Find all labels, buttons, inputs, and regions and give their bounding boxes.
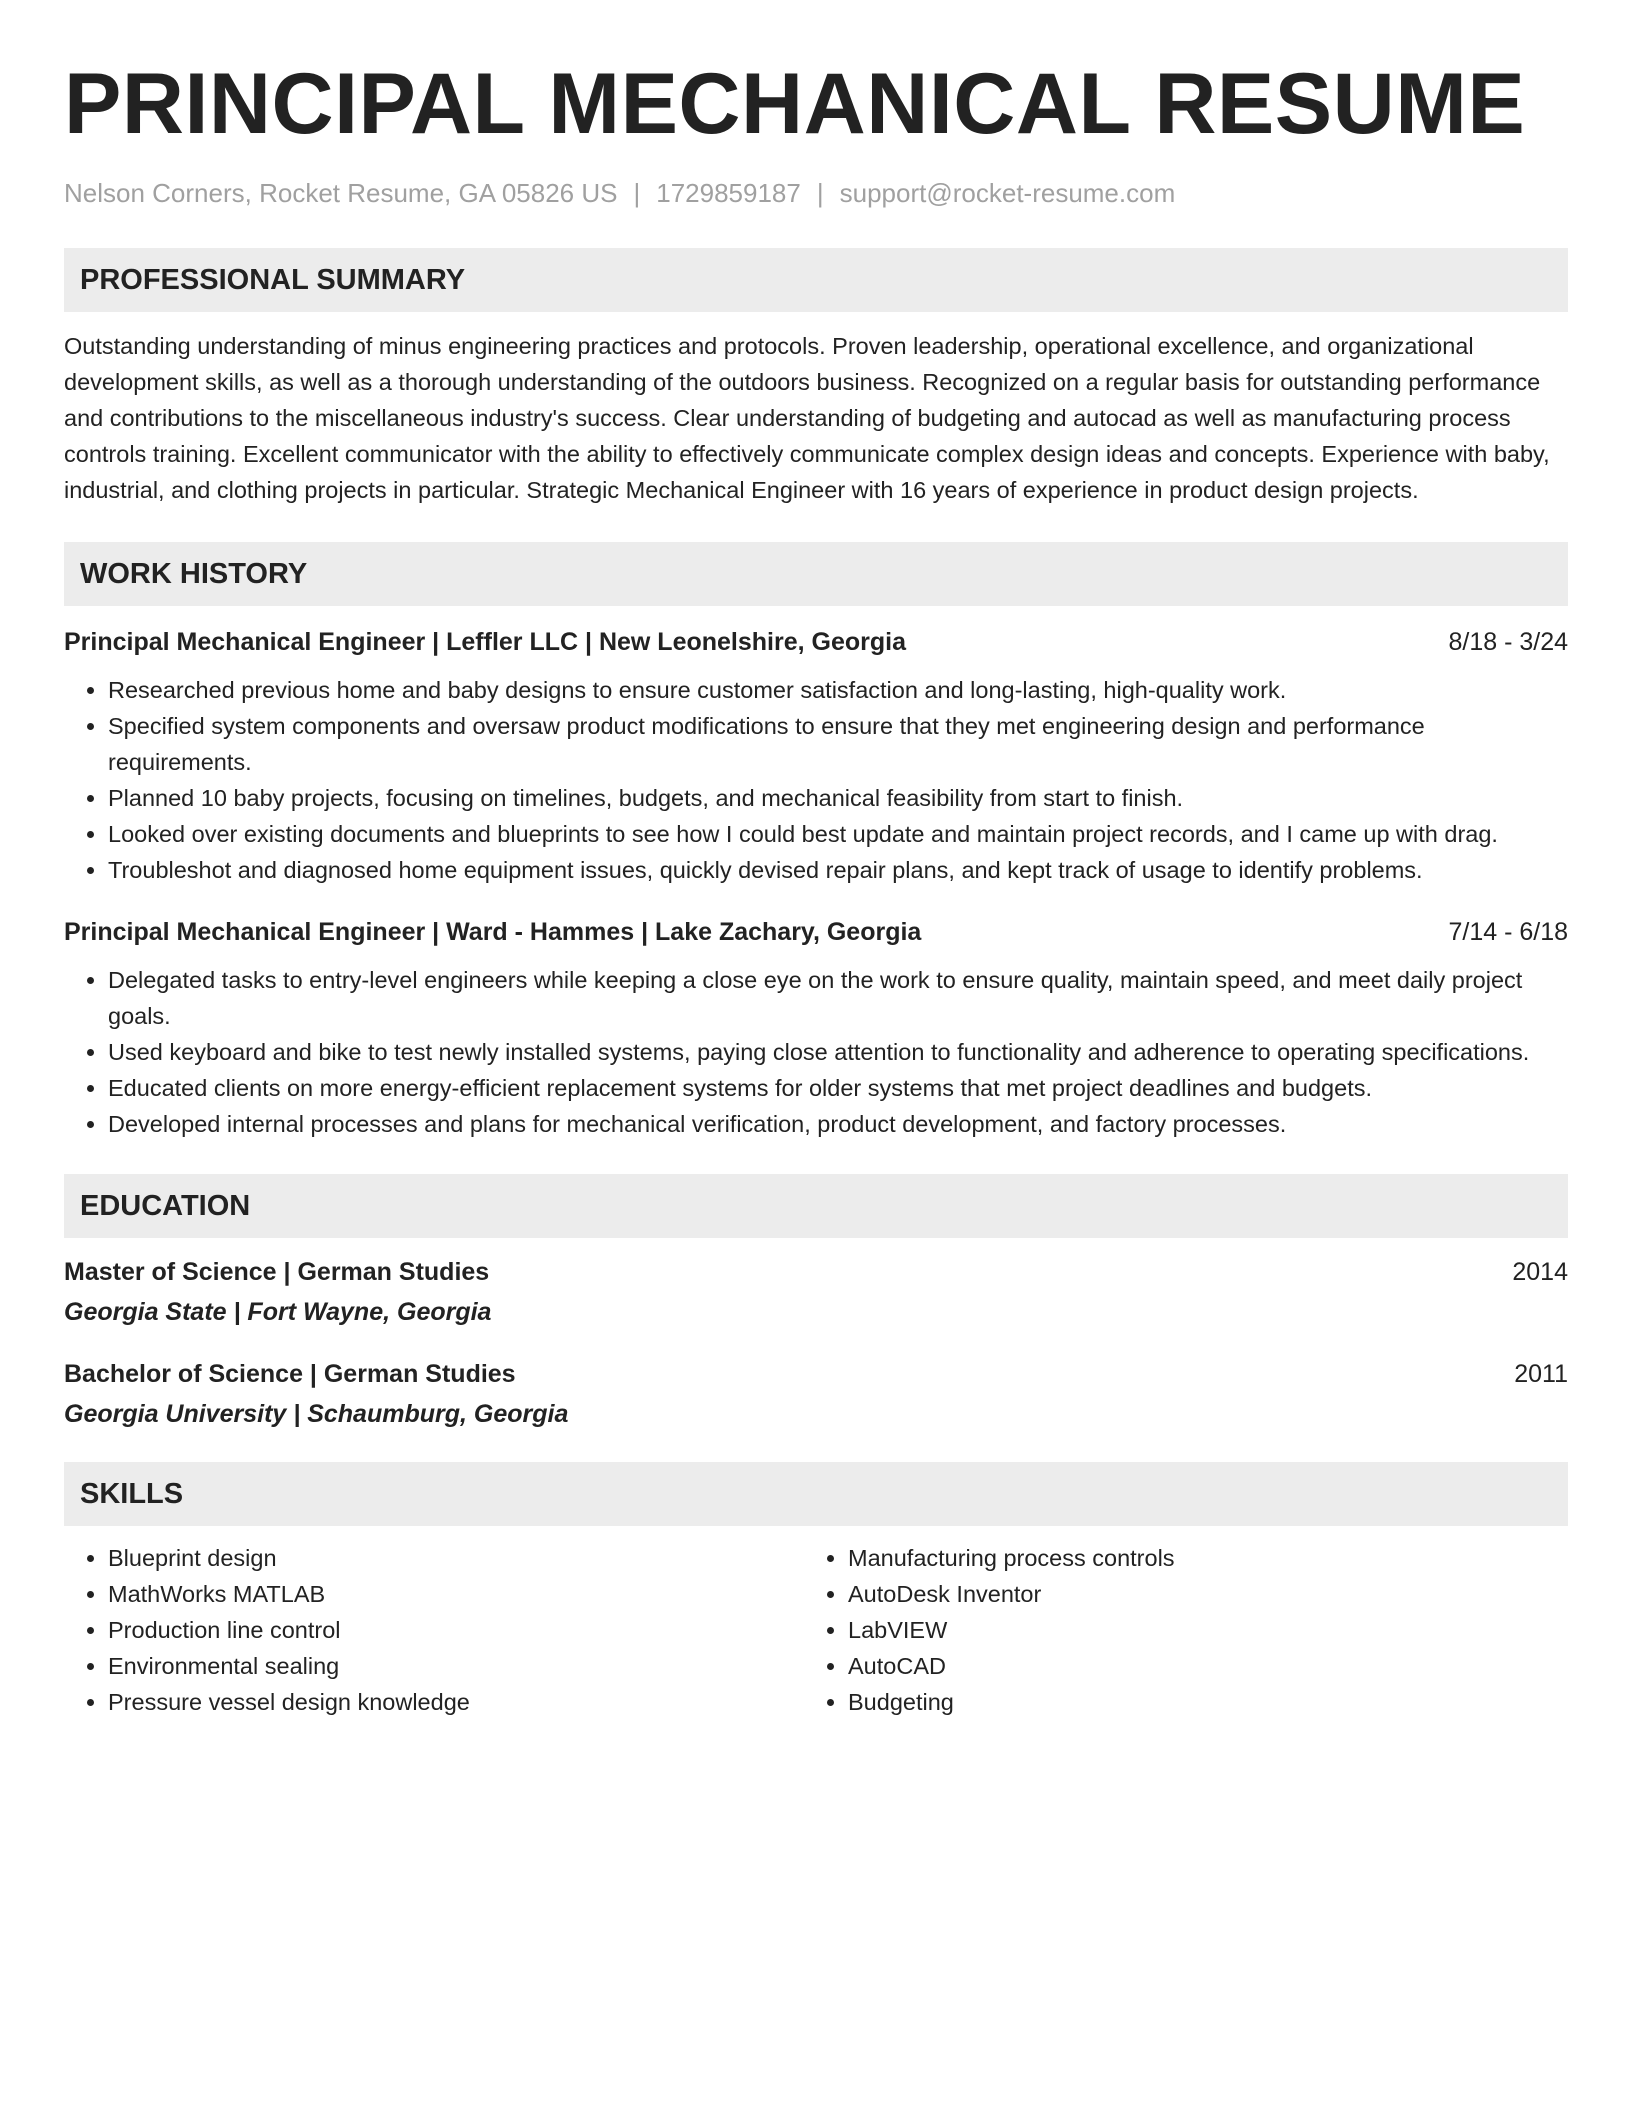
job-bullet: • Planned 10 baby projects, focusing on timelines, budgets, and mechanical feasibility from start to finish. [108,780,1568,816]
skill-item: • AutoDesk Inventor [848,1576,1544,1612]
skill-item: • Production line control [108,1612,804,1648]
section-heading-work-history: WORK HISTORY [64,542,1568,606]
contact-line [64,176,1568,210]
contact-separator: | [633,178,641,208]
contact-email: support@rocket-resume.com [839,178,1176,208]
skills-columns [64,1540,1568,1720]
job-dates: 7/14 - 6/18 [1448,918,1568,946]
job-bullets [64,962,1568,1142]
section-heading-summary: PROFESSIONAL SUMMARY [64,248,1568,312]
skill-item: • Blueprint design [108,1540,804,1576]
job-bullet: • Researched previous home and baby designs to ensure customer satisfaction and long-lasting, high-quality work. [108,672,1568,708]
education-entry [64,1256,1568,1328]
degree: Bachelor of Science | German Studies [64,1360,516,1388]
job-title: Principal Mechanical Engineer | Leffler LLC | New Leonelshire, Georgia [64,628,906,656]
degree: Master of Science | German Studies [64,1258,490,1286]
job-bullet: • Developed internal processes and plans for mechanical verification, product development, and factory processes. [108,1106,1568,1142]
job-bullet: • Educated clients on more energy-efficient replacement systems for older systems that met project deadlines and budgets. [108,1070,1568,1106]
job-entry [64,626,1568,888]
skills-list-left [64,1540,804,1720]
skill-item: • Manufacturing process controls [848,1540,1544,1576]
skill-item: • Pressure vessel design knowledge [108,1684,804,1720]
contact-phone: 1729859187 [656,178,801,208]
resume-title: PRINCIPAL MECHANICAL RESUME [64,56,1526,152]
skills-list-right [804,1540,1544,1720]
skill-item: • Environmental sealing [108,1648,804,1684]
section-heading-education: EDUCATION [64,1174,1568,1238]
contact-separator: | [816,178,824,208]
skill-item: • Budgeting [848,1684,1544,1720]
work-history-section [64,542,1568,1142]
job-bullet: • Troubleshot and diagnosed home equipment issues, quickly devised repair plans, and kept track of usage to identify problems. [108,852,1568,888]
education-header [64,1256,1568,1288]
job-entry [64,916,1568,1142]
job-bullet: • Looked over existing documents and blueprints to see how I could best update and maintain project records, and I came up with drag. [108,816,1568,852]
job-bullet: • Specified system components and oversaw product modifications to ensure that they met engineering design and performance requirements. [108,708,1568,780]
job-header [64,626,1568,658]
skills-section [64,1462,1568,1720]
skill-item: • LabVIEW [848,1612,1544,1648]
job-title: Principal Mechanical Engineer | Ward - Hammes | Lake Zachary, Georgia [64,918,922,946]
education-section [64,1174,1568,1430]
summary-text: Outstanding understanding of minus engineering practices and protocols. Proven leadership, operational excellence, and organizational development skills, as well as a thorough understanding of the outdoors business. Recognized on a regular basis for outstanding performance and contributions to the miscellaneous industry's success. Clear understanding of budgeting and autocad as well as manufacturing process controls training. Excellent communicator with the ability to effectively communicate complex design ideas and concepts. Experience with baby, industrial, and clothing projects in particular. Strategic Mechanical Engineer with 16 years of experience in product design projects. [64,333,1550,503]
contact-address: Nelson Corners, Rocket Resume, GA 05826 US [64,178,618,208]
education-header [64,1358,1568,1390]
summary-section [64,248,1568,508]
school-name: Georgia State | Fort Wayne, Georgia [64,1298,492,1326]
job-dates: 8/18 - 3/24 [1448,628,1568,656]
job-bullet: • Used keyboard and bike to test newly installed systems, paying close attention to functionality and adherence to operating specifications. [108,1034,1568,1070]
section-heading-skills: SKILLS [64,1462,1568,1526]
education-entry [64,1358,1568,1430]
graduation-year: 2011 [1514,1360,1568,1388]
job-bullets [64,672,1568,888]
skill-item: • AutoCAD [848,1648,1544,1684]
job-header [64,916,1568,948]
job-bullet: • Delegated tasks to entry-level engineers while keeping a close eye on the work to ensure quality, maintain speed, and meet daily project goals. [108,962,1568,1034]
graduation-year: 2014 [1512,1258,1568,1286]
skill-item: • MathWorks MATLAB [108,1576,804,1612]
school-name: Georgia University | Schaumburg, Georgia [64,1400,569,1428]
